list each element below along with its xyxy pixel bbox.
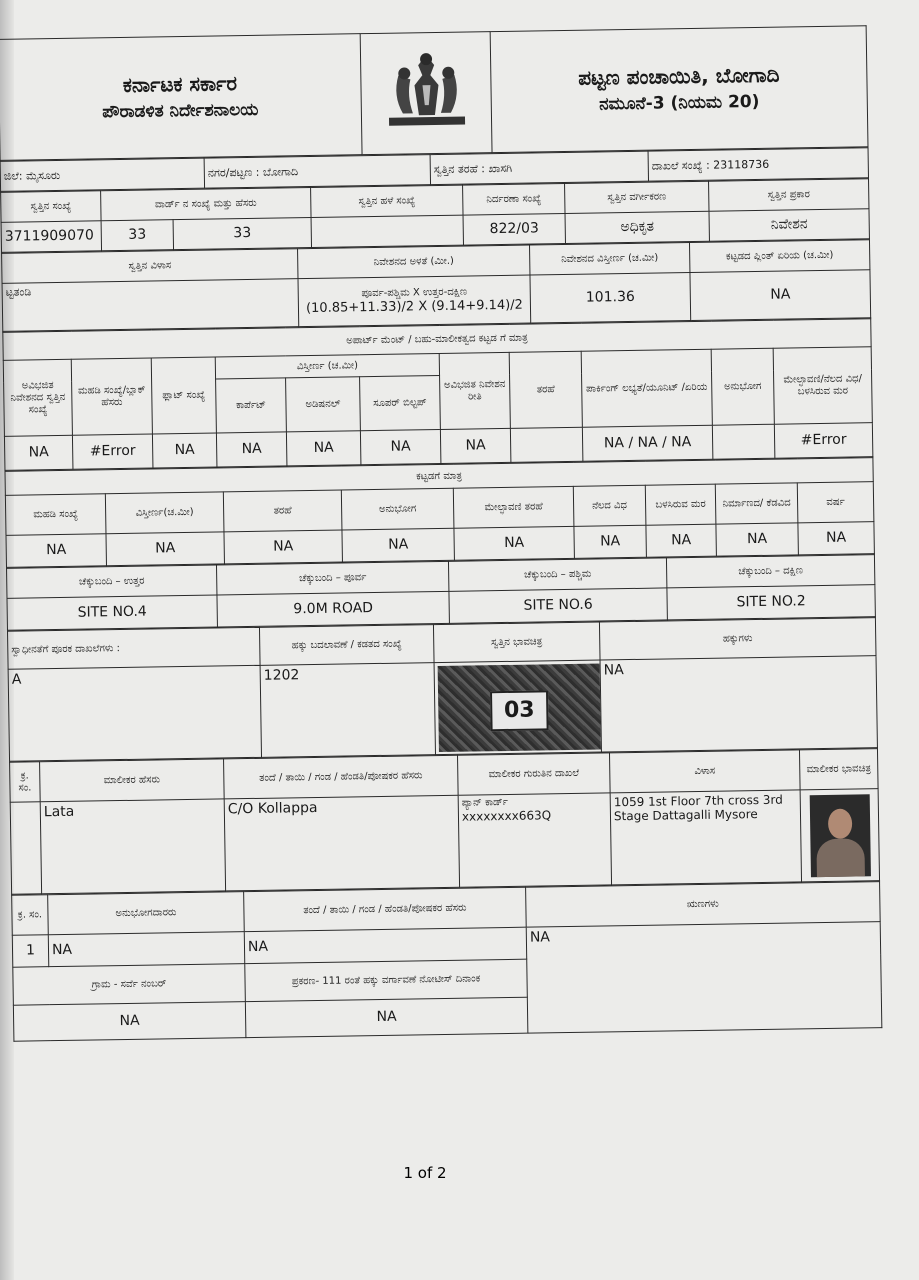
- apt-value-9: [712, 424, 775, 459]
- bld-label-1: ವಿಸ್ತೀರ್ಣ(ಚ.ಮೀ): [105, 492, 224, 534]
- label-kind: ಸ್ವತ್ತಿನ ಪ್ರಕಾರ: [709, 179, 869, 212]
- apt-value-2: NA: [152, 433, 217, 468]
- apt-extent-group: ವಿಸ್ತೀರ್ಣ (ಚ.ಮೀ): [215, 353, 439, 379]
- dimensions-value: (10.85+11.33)/2 X (9.14+9.14)/2: [305, 297, 523, 316]
- bld-value-0: NA: [6, 534, 106, 568]
- rights-table: [7, 617, 878, 762]
- boundary-label-west: ಚೆಕ್ಕುಬಂದಿ – ಪಶ್ಚಿಮ: [448, 558, 666, 591]
- file-number: 1202: [260, 663, 435, 758]
- directorate-name: ಪೌರಾಡಳಿತ ನಿರ್ದೇಶನಾಲಯ: [102, 100, 259, 123]
- site-table: [1, 239, 871, 332]
- building-table: [4, 457, 874, 568]
- assessment-number: 822/03: [463, 213, 565, 245]
- notice-date: NA: [245, 997, 528, 1037]
- bld-label-7: ನಿರ್ಮಾಣದ/ ಕೆಡವಿದ: [715, 483, 798, 524]
- bld-label-5: ನೆಲದ ವಿಧ: [573, 485, 646, 526]
- bld-value-4: NA: [454, 526, 574, 560]
- bld-value-7: NA: [716, 523, 798, 556]
- apt-value-10: #Error: [774, 423, 873, 459]
- record-number: ದಾಖಲೆ ಸಂಖ್ಯೆ : 23118736: [648, 148, 868, 181]
- owner-photo-body: [816, 838, 865, 877]
- occupant-relation: NA: [244, 927, 526, 963]
- boundary-west: SITE NO.6: [449, 588, 667, 623]
- state-emblem-icon: [377, 45, 474, 138]
- district: ಜಿಲೆ: ಮೈಸೂರು: [0, 158, 204, 191]
- gov-name: ಕರ್ನಾಟಕ ಸರ್ಕಾರ: [122, 71, 238, 98]
- label-ward: ವಾರ್ಡ್ ನ ಸಂಖ್ಯೆ ಮತ್ತು ಹೆಸರು: [101, 187, 311, 220]
- apartment-table: [2, 318, 873, 471]
- occupant-sno: 1: [12, 935, 48, 968]
- label-assessment-no: ನಿರ್ದರಣಾ ಸಂಖ್ಯೆ: [463, 183, 565, 215]
- bld-value-2: NA: [224, 530, 342, 564]
- apt-label-1: ಮಹಡಿ ಸಂಖ್ಯೆ/ಬ್ಲಾಕ್ ಹೆಸರು: [71, 358, 152, 435]
- supporting-docs: A: [8, 665, 261, 761]
- bld-value-6: NA: [646, 524, 716, 557]
- label-property-photo: ಸ್ವತ್ತಿನ ಭಾವಚಿತ್ರ: [433, 622, 600, 663]
- liabilities-label: ಋಣಗಳು: [526, 882, 881, 928]
- owner-label-sno: ಕ್ರ. ಸಂ.: [10, 762, 41, 802]
- plinth-area: NA: [690, 270, 871, 321]
- panchayat-name: ಪಟ್ಟಣ ಪಂಚಾಯಿತಿ, ಬೋಗಾದಿ: [578, 62, 780, 91]
- label-supporting-docs: ಸ್ವಾಧೀನತೆಗೆ ಪೂರಕ ದಾಖಲೆಗಳು :: [8, 627, 261, 669]
- survey-number: NA: [13, 1002, 246, 1042]
- form-number: ನಮೂನೆ-3 (ನಿಯಮ 20): [598, 92, 760, 115]
- label-address: ಸ್ವತ್ತಿನ ವಿಳಾಸ: [2, 249, 298, 284]
- occupant-label-name: ಅನುಭೋಗದಾರರು: [48, 892, 245, 935]
- owner-sno: [10, 802, 41, 894]
- label-file-number: ಹಕ್ಕು ಬದಲಾವಣೆ / ಕಡತದ ಸಂಖ್ಯೆ: [259, 625, 434, 666]
- panchayat-block: [490, 26, 868, 153]
- building-title: ಕಟ್ಟಡಗೆ ಮಾತ್ರ: [5, 458, 873, 496]
- property-address: ಟ್ಟತಂಡಿ: [2, 279, 299, 332]
- owner-label-name: ಮಾಲೀಕರ ಹೆಸರು: [40, 759, 225, 802]
- bld-label-0: ಮಹಡಿ ಸಂಖ್ಯೆ: [5, 494, 106, 536]
- bld-value-8: NA: [798, 522, 874, 555]
- owner-address: 1059 1st Floor 7th cross 3rd Stage Dattagalli Mysore: [610, 790, 801, 885]
- notice-label: ಪ್ರಕರಣ- 111 ರಂತೆ ಹಕ್ಕು ವರ್ಗಾವಣೆ ನೋಟೀಸ್ ದಿನಾಂಕ: [245, 959, 528, 1001]
- property-photo-plate: 03: [490, 690, 549, 731]
- property-photo: [438, 663, 602, 752]
- label-plinth-area: ಕಟ್ಟಡದ ಪ್ಲಿಂತ್ ಏರಿಯ (ಚ.ಮೀ): [689, 240, 869, 273]
- owner-photo-face: [827, 808, 851, 838]
- apt-value-5: NA: [360, 429, 441, 464]
- boundary-label-south: ಚೆಕ್ಕುಬಂದಿ – ದಕ್ಷಿಣ: [666, 555, 874, 588]
- apt-label-2: ಫ್ಲಾಟ್ ಸಂಖ್ಯೆ: [151, 357, 216, 434]
- bld-label-6: ಬಳಸಿರುವ ಮರ: [645, 484, 716, 525]
- label-property-no: ಸ್ವತ್ತಿನ ಸಂಖ್ಯೆ: [1, 191, 101, 223]
- owner-photo: [809, 794, 870, 877]
- apt-label-5: ಸೂಪರ್ ಬಿಲ್ಟಪ್: [360, 375, 441, 430]
- apartment-title: ಅಪಾರ್ಟ್ ಮೆಂಟ್ / ಬಹು-ಮಾಲೀಕತ್ವದ ಕಟ್ಟಡ ಗೆ ಮಾತ್ರ: [3, 319, 871, 361]
- bld-value-5: NA: [574, 525, 646, 558]
- header-table: [0, 25, 869, 161]
- boundary-south: SITE NO.2: [667, 585, 875, 620]
- occupant-label-sno: ಕ್ರ. ಸಂ.: [12, 895, 49, 936]
- classification: ಅಧಿಕೃತ: [565, 211, 709, 243]
- boundary-label-east: ಚೆಕ್ಕುಬಂದಿ – ಪೂರ್ವ: [216, 561, 448, 595]
- liabilities-value: NA: [526, 922, 882, 1034]
- emblem-cell: [360, 32, 492, 155]
- page-number: 1 of 2: [403, 1164, 447, 1182]
- dimensions-cell: [298, 275, 531, 327]
- rights-value: NA: [600, 656, 877, 752]
- ward-name: 33: [173, 217, 311, 249]
- property-photo-cell: [434, 660, 601, 755]
- owner-id-cell: [458, 793, 611, 887]
- ward-number: 33: [101, 220, 173, 251]
- apt-value-1: #Error: [72, 434, 153, 469]
- label-old-no: ಸ್ವತ್ತಿನ ಹಳೆ ಸಂಖ್ಯೆ: [311, 185, 463, 217]
- owner-label-photo: ಮಾಲೀಕರ ಭಾವಚಿತ್ರ: [799, 749, 878, 790]
- bld-value-3: NA: [342, 528, 454, 562]
- owner-table: [9, 748, 880, 895]
- owner-label-relation: ತಂದೆ / ತಾಯಿ / ಗಂಡ / ಹೆಂಡತಿ/ಪೋಷಕರ ಹೆಸರು: [224, 755, 459, 799]
- old-number: [311, 215, 463, 247]
- apt-value-3: NA: [216, 432, 287, 467]
- apt-value-4: NA: [286, 431, 361, 466]
- apt-label-3: ಕಾರ್ಪೆಟ್: [216, 378, 287, 433]
- owner-name: Lata: [40, 799, 225, 894]
- survey-label: ಗ್ರಾಮ - ಸರ್ವೆ ನಂಬರ್: [13, 964, 246, 1006]
- occupant-name: NA: [48, 932, 244, 967]
- property-kind: ನಿವೇಶನ: [709, 209, 869, 242]
- label-dimensions: ನಿವೇಶನದ ಅಳತೆ (ಮೀ.): [298, 245, 530, 279]
- label-rights: ಹಕ್ಕುಗಳು: [599, 618, 876, 660]
- boundary-north: SITE NO.4: [7, 595, 217, 630]
- occupant-table: [11, 881, 882, 1042]
- label-classification: ಸ್ವತ್ತಿನ ವರ್ಗೀಕರಣ: [565, 181, 709, 213]
- apt-value-7: [510, 427, 583, 462]
- apt-label-8: ಪಾರ್ಕಿಂಗ್ ಲಭ್ಯತೆ/ಯೂನಿಟ್ /ಏರಿಯ: [581, 349, 712, 427]
- owner-relation: C/O Kollappa: [224, 795, 459, 891]
- boundary-east: 9.0M ROAD: [217, 591, 449, 627]
- apt-value-0: NA: [4, 435, 73, 470]
- apt-label-9: ಅನುಭೋಗ: [711, 348, 774, 425]
- site-area: 101.36: [530, 273, 691, 324]
- apt-label-10: ಮೇಲ್ಛಾವಣಿ/ನೆಲದ ವಿಧ/ಬಳಸಿರುವ ಮರ: [773, 347, 872, 425]
- label-site-area: ನಿವೇಶನದ ವಿಸ್ತೀರ್ಣ (ಚ.ಮೀ): [530, 243, 690, 276]
- apt-label-0: ಅವಿಭಜಿತ ನಿವೇಶನದ ಸ್ವತ್ತಿನ ಸಂಖ್ಯೆ: [3, 359, 72, 436]
- owner-label-id: ಮಾಲೀಕರ ಗುರುತಿನ ದಾಖಲೆ: [458, 753, 611, 795]
- owner-id-type: ಪ್ಯಾನ್ ಕಾರ್ಡ್: [461, 796, 508, 809]
- apt-value-6: NA: [440, 428, 511, 463]
- bld-value-1: NA: [106, 532, 224, 566]
- dimensions-caption: ಪೂರ್ವ-ಪಶ್ಚಿಮ X ಉತ್ತರ-ದಕ್ಷಿಣ: [361, 286, 468, 299]
- bld-label-2: ತರಹೆ: [223, 490, 342, 532]
- property-form: [0, 25, 882, 1103]
- owner-label-address: ವಿಳಾಸ: [609, 750, 800, 793]
- apt-value-8: NA / NA / NA: [582, 425, 713, 461]
- owner-photo-cell: [800, 789, 879, 882]
- bld-label-4: ಮೇಲ್ಛಾವಣಿ ತರಹೆ: [453, 486, 574, 528]
- apt-label-7: ತರಹೆ: [509, 351, 582, 428]
- owner-id-value: xxxxxxxx663Q: [461, 808, 552, 824]
- property-number: 3711909070: [1, 221, 101, 253]
- bld-label-3: ಅನುಭೋಗ: [341, 488, 454, 530]
- boundary-label-north: ಚೆಕ್ಕುಬಂದಿ – ಉತ್ತರ: [7, 565, 217, 598]
- occupant-label-relation: ತಂದೆ / ತಾಯಿ / ಗಂಡ / ಹೆಂಡತಿ/ಪೋಷಕರ ಹೆಸರು: [244, 887, 527, 931]
- gov-block: [0, 34, 362, 161]
- bld-label-8: ವರ್ಷ: [797, 482, 874, 523]
- apt-label-6: ಅವಿಭಜಿತ ನಿವೇಶನ ರೀತಿ: [439, 352, 510, 429]
- city: ನಗರ/ಪಟ್ಟಣ : ಬೋಗಾದಿ: [204, 155, 430, 189]
- apt-label-4: ಅಡಿಷನಲ್: [286, 377, 361, 432]
- property-type: ಸ್ವತ್ತಿನ ತರಹೆ : ಖಾಸಗಿ: [430, 151, 648, 184]
